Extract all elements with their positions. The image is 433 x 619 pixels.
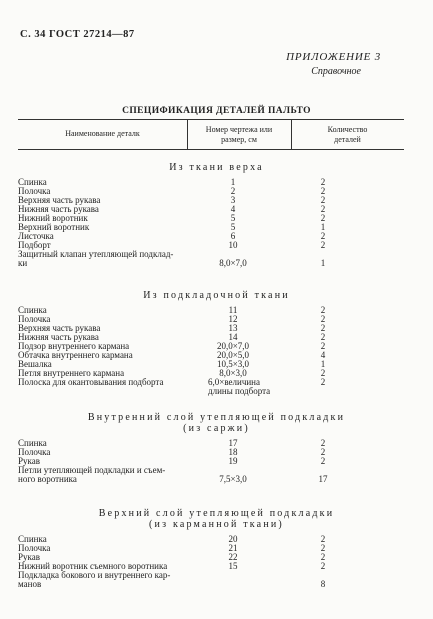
detail-name: ки (18, 258, 28, 268)
detail-size: 21 (228, 543, 238, 553)
detail-name: Подкладка бокового и внутреннего кар- (18, 570, 171, 580)
detail-qty: 1 (320, 222, 326, 232)
detail-name: Спинка (18, 534, 47, 544)
detail-qty: 2 (320, 341, 326, 351)
detail-qty: 2 (320, 231, 326, 241)
detail-name: Рукав (18, 456, 40, 466)
detail-qty: 1 (320, 258, 326, 268)
detail-size: 3 (230, 195, 236, 205)
detail-name: Нижний воротник съемного воротника (18, 561, 168, 571)
detail-name: манов (18, 579, 42, 589)
detail-name: Верхняя часть рукава (18, 323, 101, 333)
table-row (18, 571, 404, 580)
detail-size: 8,0×3,0 (219, 368, 247, 378)
detail-name: Нижняя часть рукава (18, 332, 99, 342)
table-row (18, 306, 404, 315)
detail-qty: 2 (320, 368, 326, 378)
detail-size: 20,0×5,0 (216, 350, 250, 360)
detail-qty: 8 (320, 579, 326, 589)
detail-size: 18 (228, 447, 238, 457)
section-title: Из подкладочной ткани (143, 290, 290, 301)
detail-size: 2 (230, 186, 236, 196)
detail-size: 4 (230, 204, 236, 214)
appendix-subtitle: Справочное (311, 66, 361, 77)
table-row (18, 439, 404, 448)
table-row (18, 448, 404, 457)
detail-size: 6 (230, 231, 236, 241)
table-top-rule (18, 119, 404, 120)
detail-name: Полочка (18, 543, 51, 553)
column-header-qty-line2: деталей (334, 135, 361, 144)
detail-size: 13 (228, 323, 238, 333)
table-row (18, 259, 404, 268)
detail-name: Подзор внутреннего кармана (18, 341, 130, 351)
detail-qty: 17 (318, 474, 328, 484)
column-header-size-line1: Номер чертежа или (205, 125, 273, 134)
table-row (18, 544, 404, 553)
section-title: (из карманной ткани) (149, 519, 284, 530)
detail-name: ного воротника (18, 474, 77, 484)
detail-qty: 2 (320, 204, 326, 214)
detail-size: 19 (228, 456, 238, 466)
detail-qty: 2 (320, 447, 326, 457)
detail-size: 14 (228, 332, 238, 342)
document-title: СПЕЦИФИКАЦИЯ ДЕТАЛЕЙ ПАЛЬТО (122, 106, 311, 116)
detail-size: 10 (228, 240, 238, 250)
detail-name: Спинка (18, 177, 47, 187)
detail-name: Полочка (18, 186, 51, 196)
detail-name: Полочка (18, 447, 51, 457)
detail-name: Подборт (18, 240, 51, 250)
detail-qty: 2 (320, 543, 326, 553)
detail-size: 5 (230, 222, 236, 232)
detail-qty: 1 (320, 359, 326, 369)
detail-qty: 2 (320, 438, 326, 448)
detail-qty: 2 (320, 561, 326, 571)
detail-name: Нижний воротник (18, 213, 88, 223)
detail-size: 20,0×7,0 (216, 341, 250, 351)
column-header-size (187, 125, 291, 145)
detail-size: 5 (230, 213, 236, 223)
detail-size: 10,5×3,0 (216, 359, 250, 369)
section-title: Внутренний слой утепляющей подкладки (87, 412, 346, 423)
detail-name: Полочка (18, 314, 51, 324)
column-header-qty (291, 125, 404, 145)
detail-name: Вешалка (18, 359, 52, 369)
table-row (18, 580, 404, 589)
detail-name: Полоска для окантовывания подборта (18, 377, 164, 387)
table-row (18, 178, 404, 187)
detail-qty: 2 (320, 456, 326, 466)
column-header-name: Наименование деталк (65, 129, 140, 138)
detail-name: Верхний воротник (18, 222, 90, 232)
column-header-size-line2: размер, см (221, 135, 257, 144)
table-row (18, 250, 404, 259)
detail-qty: 2 (320, 534, 326, 544)
detail-name: Защитный клапан утепляющей подклад- (18, 249, 174, 259)
detail-qty: 2 (320, 213, 326, 223)
detail-name: Спинка (18, 305, 47, 315)
detail-size: 6,0×величина (208, 377, 260, 387)
detail-name: Рукав (18, 552, 40, 562)
detail-name: Верхняя часть рукава (18, 195, 101, 205)
table-header-rule (18, 149, 404, 150)
section-title: Верхний слой утепляющей подкладки (98, 508, 335, 519)
detail-size: 22 (228, 552, 238, 562)
detail-size: 20 (228, 534, 238, 544)
detail-name: Петли утепляющей подкладки и съем- (18, 465, 166, 475)
detail-qty: 2 (320, 323, 326, 333)
table-row (18, 535, 404, 544)
detail-size: длины подборта (208, 386, 271, 396)
detail-name: Обтачка внутреннего кармана (18, 350, 133, 360)
detail-size: 8,0×7,0 (219, 258, 247, 268)
detail-size: 15 (228, 561, 238, 571)
detail-qty: 2 (320, 177, 326, 187)
detail-size: 17 (228, 438, 238, 448)
table-row (18, 232, 404, 241)
detail-size: 1 (230, 177, 236, 187)
detail-name: Листочка (18, 231, 54, 241)
detail-size: 7,5×3,0 (219, 474, 247, 484)
detail-name: Спинка (18, 438, 47, 448)
detail-size: 12 (228, 314, 238, 324)
table-row (18, 351, 404, 360)
table-row (18, 475, 404, 484)
detail-qty: 2 (320, 377, 326, 387)
appendix-title: ПРИЛОЖЕНИЕ 3 (286, 51, 381, 63)
detail-qty: 2 (320, 186, 326, 196)
section-title: Из ткани верха (169, 162, 264, 173)
detail-qty: 2 (320, 332, 326, 342)
detail-qty: 2 (320, 195, 326, 205)
detail-qty: 2 (320, 305, 326, 315)
section-title: (из саржи) (183, 423, 250, 434)
detail-name: Петля внутреннего кармана (18, 368, 125, 378)
page-header: С. 34 ГОСТ 27214—87 (20, 29, 135, 40)
detail-qty: 2 (320, 240, 326, 250)
detail-qty: 2 (320, 552, 326, 562)
detail-name: Нижняя часть рукава (18, 204, 99, 214)
column-header-qty-line1: Количество (327, 125, 368, 134)
table-row (18, 223, 404, 232)
detail-qty: 2 (320, 314, 326, 324)
detail-qty: 4 (320, 350, 326, 360)
table-row (18, 387, 404, 396)
detail-size: 11 (228, 305, 238, 315)
